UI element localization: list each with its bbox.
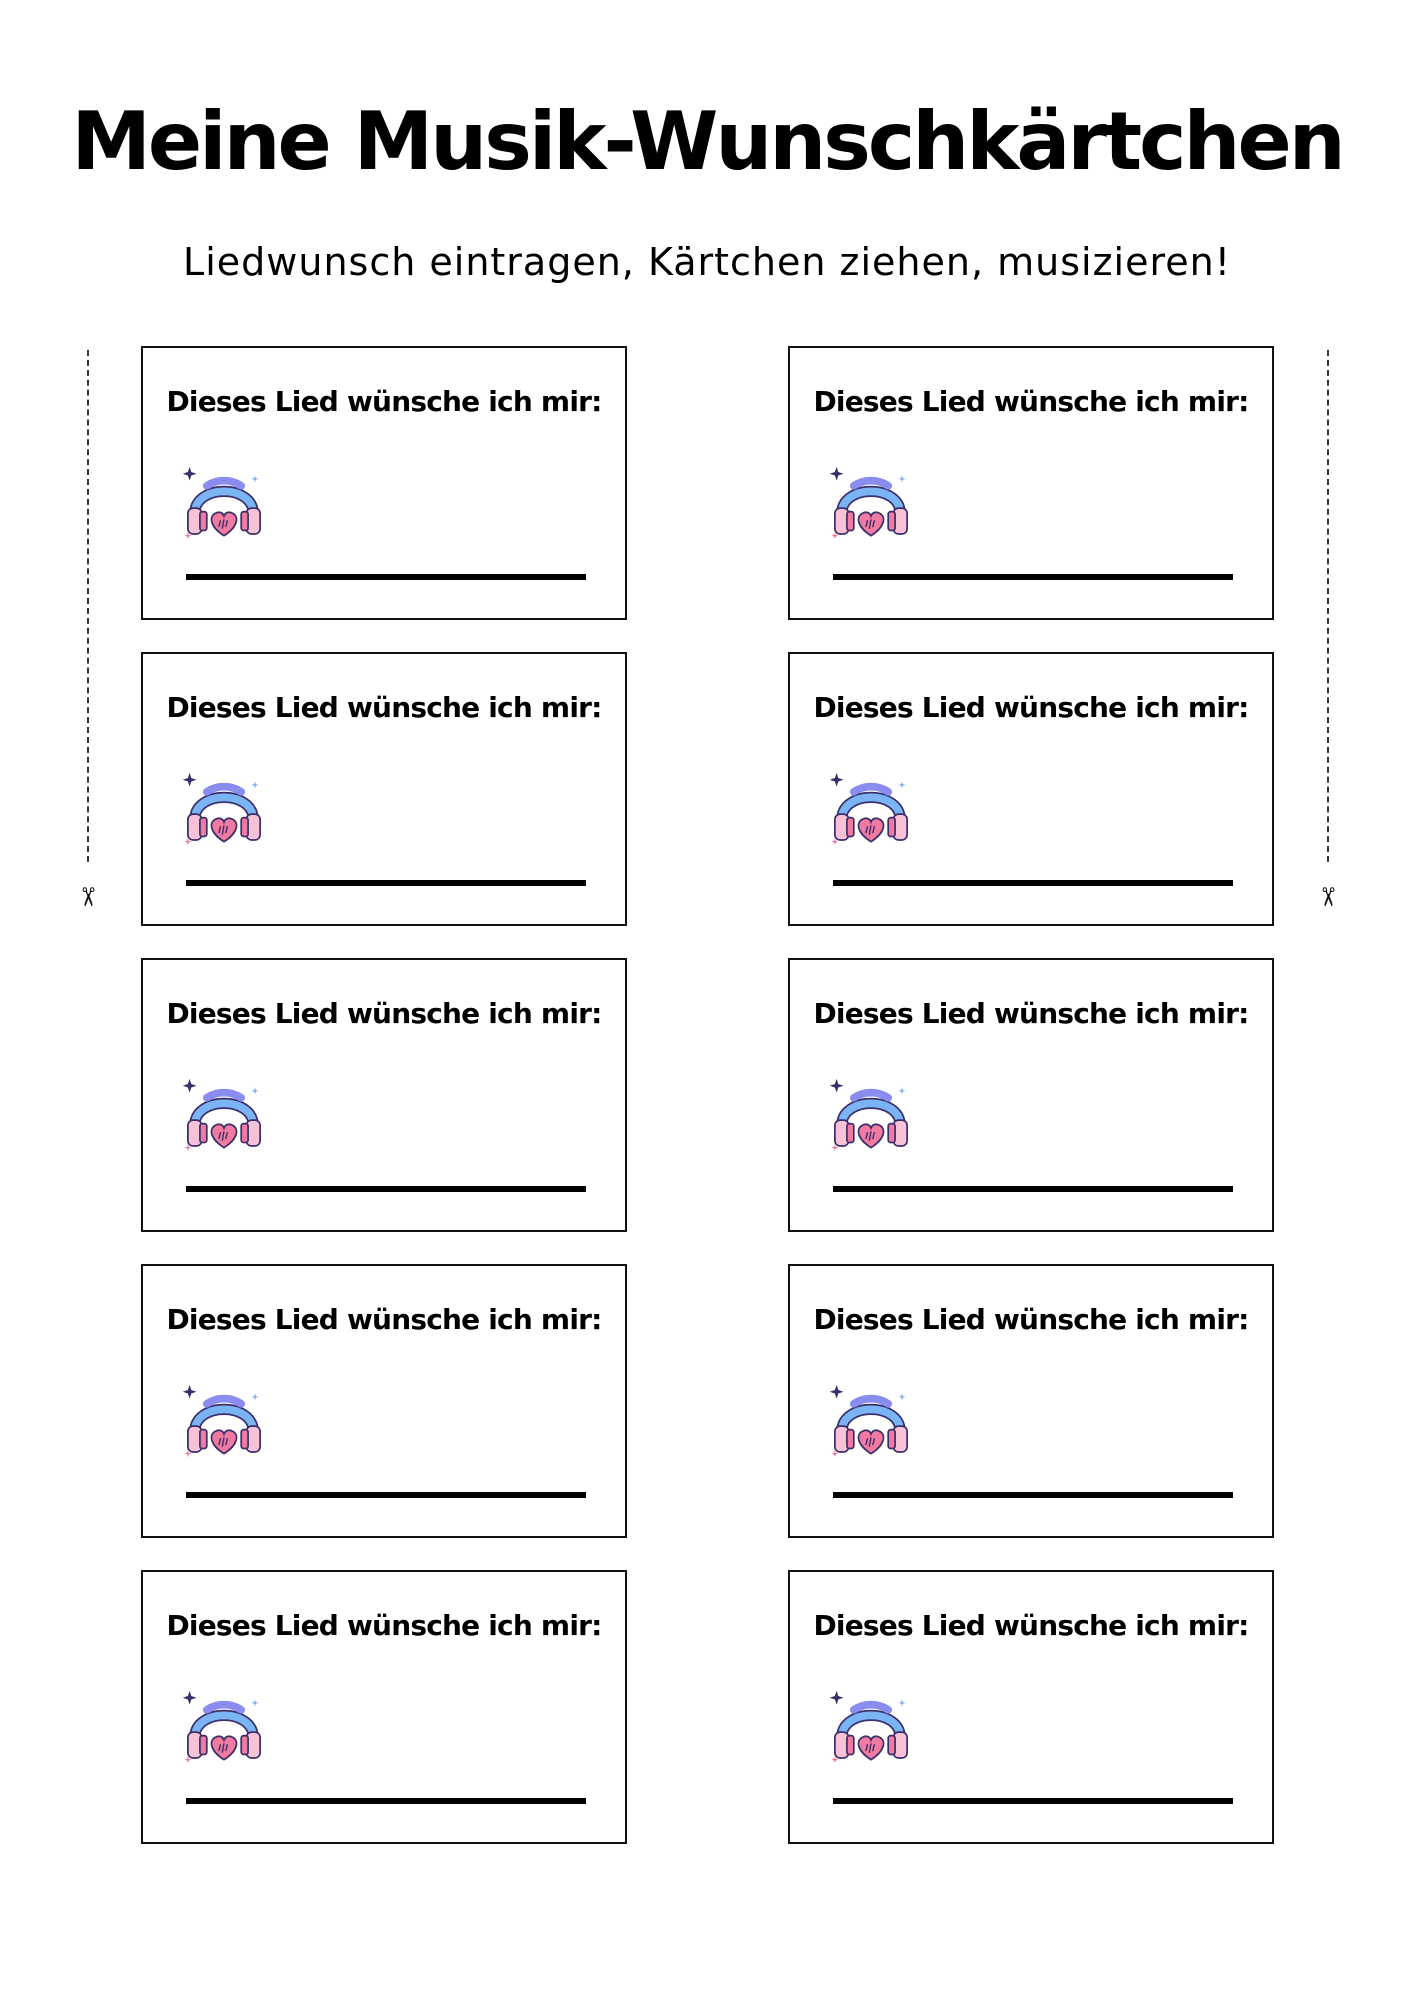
headphones-heart-icon (828, 1378, 914, 1464)
headphones-heart-icon (181, 1684, 267, 1770)
card-label: Dieses Lied wünsche ich mir: (813, 997, 1249, 1030)
card-label: Dieses Lied wünsche ich mir: (813, 1609, 1249, 1642)
answer-line[interactable] (833, 1186, 1233, 1192)
headphones-heart-icon (828, 1684, 914, 1770)
wish-card[interactable] (788, 958, 1274, 1232)
wish-card[interactable] (788, 652, 1274, 926)
wish-card[interactable] (788, 1570, 1274, 1844)
card-label: Dieses Lied wünsche ich mir: (166, 691, 602, 724)
card-label: Dieses Lied wünsche ich mir: (166, 1609, 602, 1642)
answer-line[interactable] (186, 880, 586, 886)
answer-line[interactable] (833, 574, 1233, 580)
wish-card[interactable] (141, 652, 627, 926)
cut-guide-right (1327, 350, 1329, 862)
headphones-heart-icon (828, 460, 914, 546)
headphones-heart-icon (181, 1072, 267, 1158)
wish-card[interactable] (141, 1264, 627, 1538)
headphones-heart-icon (828, 766, 914, 852)
answer-line[interactable] (833, 880, 1233, 886)
card-label: Dieses Lied wünsche ich mir: (813, 385, 1249, 418)
answer-line[interactable] (833, 1798, 1233, 1804)
page-title: Meine Musik-Wunschkärtchen (71, 95, 1343, 188)
wish-card[interactable] (141, 346, 627, 620)
cut-guide-left (87, 350, 89, 862)
answer-line[interactable] (833, 1492, 1233, 1498)
wish-card[interactable] (788, 346, 1274, 620)
answer-line[interactable] (186, 574, 586, 580)
scissors-icon: ✂ (72, 886, 102, 908)
headphones-heart-icon (181, 460, 267, 546)
answer-line[interactable] (186, 1186, 586, 1192)
card-label: Dieses Lied wünsche ich mir: (813, 1303, 1249, 1336)
answer-line[interactable] (186, 1798, 586, 1804)
wish-card[interactable] (141, 958, 627, 1232)
wish-card[interactable] (141, 1570, 627, 1844)
page-subtitle: Liedwunsch eintragen, Kärtchen ziehen, musizieren! (183, 240, 1231, 284)
headphones-heart-icon (181, 1378, 267, 1464)
answer-line[interactable] (186, 1492, 586, 1498)
headphones-heart-icon (181, 766, 267, 852)
headphones-heart-icon (828, 1072, 914, 1158)
wish-card[interactable] (788, 1264, 1274, 1538)
card-label: Dieses Lied wünsche ich mir: (166, 997, 602, 1030)
card-label: Dieses Lied wünsche ich mir: (166, 1303, 602, 1336)
scissors-icon: ✂ (1312, 886, 1342, 908)
card-label: Dieses Lied wünsche ich mir: (813, 691, 1249, 724)
card-label: Dieses Lied wünsche ich mir: (166, 385, 602, 418)
